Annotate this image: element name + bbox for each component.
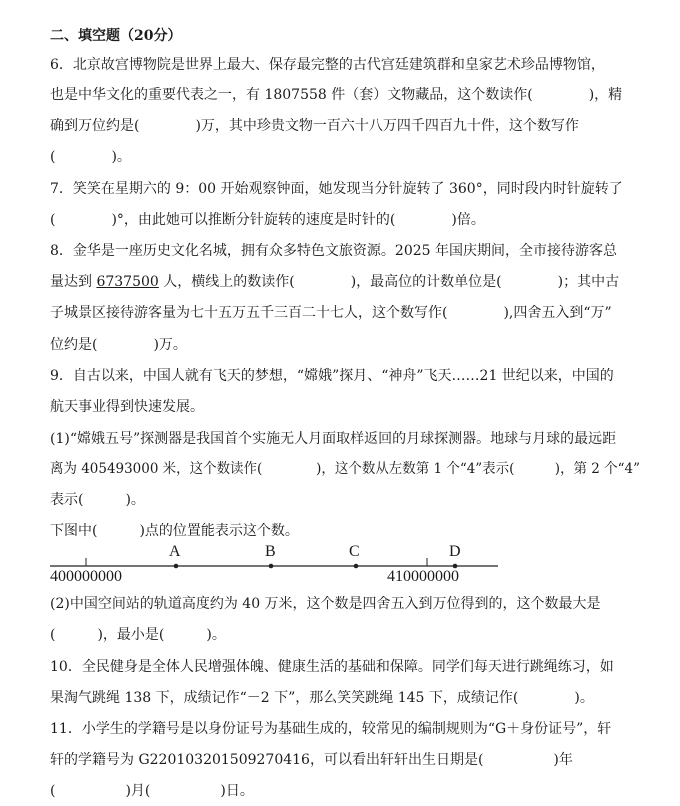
q6-line-4: ( )。	[50, 149, 131, 165]
q6-line-3: 确到万位约是( )万，其中珍贵文物一百六十八万四千四百九十件，这个数写作	[50, 118, 579, 134]
q11-line-1: 11．小学生的学籍号是以身份证号为基础生成的，较常见的编制规则为“G＋身份证号”，轩	[50, 721, 612, 737]
q9-line-2: 航天事业得到快速发展。	[50, 399, 204, 415]
q8-line-1: 8．金华是一座历史文化名城，拥有众多特色文旅资源。2025 年国庆期间，全市接待游客总	[50, 243, 617, 259]
q8-line-4: 位约是( )万。	[50, 337, 187, 353]
q8-line-2-start: 量达到	[50, 274, 97, 290]
label-b: B	[265, 543, 276, 560]
q9-line-1: 9．自古以来，中国人就有飞天的梦想，“嫦娥”探月、“神舟”飞天……21 世纪以来，中国的	[50, 368, 614, 384]
point-c	[354, 564, 359, 569]
q10-line-2: 果淘气跳绳 138 下，成绩记作“－2 下”，那么笑笑跳绳 145 下，成绩记作( )。	[50, 690, 594, 706]
point-b	[269, 564, 274, 569]
q9-part1-line-2: 离为 405493000 米，这个数读作( )，这个数从左数第 1 个“4”表示( )，第 2 个“4”	[50, 461, 640, 477]
label-a: A	[169, 543, 181, 560]
q8-line-2-end: 人，横线上的数读作( )，最高位的计数单位是( )；其中古	[158, 274, 620, 290]
q9-part2-line-1: (2)中国空间站的轨道高度约为 40 万米，这个数是四舍五入到万位得到的，这个数最大是	[50, 596, 601, 612]
section-title: 二、填空题（20分）	[50, 28, 182, 44]
q10-line-1: 10．全民健身是全体人民增强体魄、健康生活的基础和保障。同学们每天进行跳绳练习，如	[50, 659, 614, 675]
q9-part2-line-2: ( )，最小是( )。	[50, 627, 226, 643]
q9-part1-line-1: (1)“嫦娥五号”探测器是我国首个实施无人月面取样返回的月球探测器。地球与月球的最远距	[50, 431, 617, 447]
q7-line-2: ( )°，由此她可以推断分针旋转的速度是时针的( )倍。	[50, 212, 485, 228]
q11-line-2: 轩的学籍号为 G220103201509270416，可以看出轩轩出生日期是( )年	[50, 752, 573, 768]
q6-line-1: 6．北京故宫博物院是世界上最大、保存最完整的古代宫廷建筑群和皇家艺术珍品博物馆，	[50, 57, 605, 73]
q6-line-2: 也是中华文化的重要代表之一，有 1807558 件（套）文物藏品，这个数读作( )，精	[50, 87, 623, 103]
q7-line-1: 7．笑笑在星期六的 9：00 开始观察钟面，她发现当分针旋转了 360°，同时段内时针旋转了	[50, 181, 623, 197]
label-c: C	[349, 543, 360, 560]
q9-part1-line-4: 下图中( )点的位置能表示这个数。	[50, 523, 299, 539]
point-a	[174, 564, 179, 569]
q8-line-3: 子城景区接待游客量为七十五万五千三百二十七人，这个数写作( ),四舍五入到“万”	[50, 305, 612, 321]
value-start: 400000000	[50, 568, 122, 585]
q11-line-3: ( )月( )日。	[50, 783, 254, 799]
q9-part1-line-3: 表示( )。	[50, 492, 145, 508]
underlined-number: 6737500	[96, 274, 159, 290]
label-d: D	[449, 543, 461, 560]
value-end: 410000000	[387, 568, 459, 585]
